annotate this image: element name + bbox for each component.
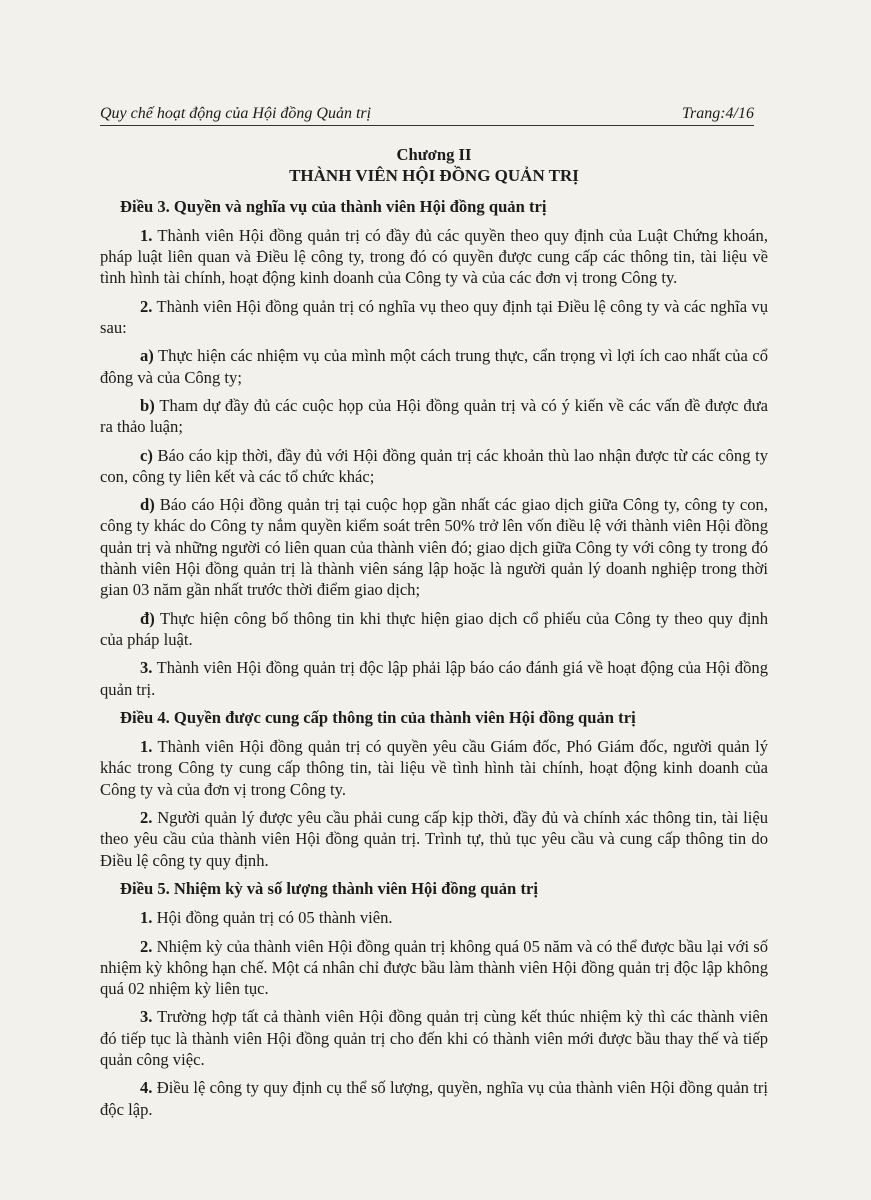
paragraph-text: Nhiệm kỳ của thành viên Hội đồng quản trị không quá 05 năm và có thể được bầu lại với số nhiệm kỳ không hạn chế. Một cá nhân chỉ được bầu làm thành viên Hội đồng quản trị độc lập không quá 02 nhiệm kỳ liên tục. (100, 936, 768, 999)
paragraph-text: Thành viên Hội đồng quản trị độc lập phải lập báo cáo đánh giá về hoạt động của Hội đồng quản trị. (100, 658, 768, 699)
paragraph (100, 445, 768, 488)
paragraph-number: 1. (140, 908, 153, 928)
paragraph (100, 225, 768, 289)
paragraph (100, 345, 768, 388)
paragraph-number: b) (140, 395, 155, 415)
article-heading: Điều 3. Quyền và nghĩa vụ của thành viên Hội đồng quản trị (120, 196, 547, 216)
paragraph-text: Tham dự đầy đủ các cuộc họp của Hội đồng quản trị và có ý kiến về các vấn đề được đưa ra thảo luận; (100, 395, 768, 437)
paragraph-number: a) (140, 346, 154, 366)
paragraph-text: Trường hợp tất cả thành viên Hội đồng quản trị cùng kết thúc nhiệm kỳ thì các thành viên đó tiếp tục là thành viên Hội đồng quản trị cho đến khi có thành viên mới được bầu thay thế và tiếp quản công việc. (100, 1007, 768, 1069)
paragraph (100, 608, 768, 651)
document-title: Quy chế hoạt động của Hội đồng Quản trị (100, 105, 372, 122)
page-number: Trang:4/16 (681, 105, 754, 122)
paragraph-number: 2. (140, 808, 153, 828)
paragraph-text: Hội đồng quản trị có 05 thành viên. (152, 908, 393, 928)
chapter-label: Chương II (396, 145, 472, 164)
document-body (100, 144, 768, 1127)
paragraph-number: 2. (140, 936, 153, 956)
paragraph-text: Báo cáo kịp thời, đầy đủ với Hội đồng quản trị các khoản thù lao nhận được từ các công ty con, công ty liên kết và các tổ chức khác; (100, 445, 768, 486)
paragraph (100, 1006, 768, 1070)
paragraph (100, 657, 768, 700)
paragraph-number: 2. (140, 296, 153, 316)
paragraph-text: Thành viên Hội đồng quản trị có quyền yêu cầu Giám đốc, Phó Giám đốc, người quản lý khác trong Công ty cung cấp thông tin, tài liệu về tình hình tài chính, hoạt động kinh doanh của Công ty và của đơn vị trong Công ty. (100, 737, 768, 799)
paragraph (100, 736, 768, 800)
chapter-title: THÀNH VIÊN HỘI ĐỒNG QUẢN TRỊ (289, 166, 579, 186)
paragraph-number: 4. (140, 1078, 153, 1098)
paragraph-number: d) (140, 495, 155, 515)
paragraph-number: đ) (140, 608, 155, 628)
paragraph (100, 1077, 768, 1120)
paragraph (100, 807, 768, 871)
paragraph-text: Báo cáo Hội đồng quản trị tại cuộc họp gần nhất các giao dịch giữa Công ty, công ty con, công ty khác do Công ty nắm quyền kiểm soát trên 50% trở lên vốn điều lệ với thành viên Hội đồng quản trị và những người có liên quan của thành viên đó; giao dịch giữa Công ty với công ty trong đó thành viên Hội đồng quản trị là thành viên sáng lập hoặc là người quản lý doanh nghiệp trong thời gian 03 năm gần nhất trước thời điểm giao dịch; (100, 495, 768, 600)
paragraph-number: 1. (140, 225, 153, 245)
paragraph (100, 296, 768, 339)
page-header (100, 104, 754, 126)
paragraph-number: 1. (140, 737, 153, 757)
paragraph-text: Thành viên Hội đồng quản trị có nghĩa vụ theo quy định tại Điều lệ công ty và các nghĩa vụ sau: (100, 296, 768, 338)
paragraph (100, 936, 768, 1000)
paragraph-number: 3. (140, 1007, 153, 1027)
paragraph-text: Điều lệ công ty quy định cụ thể số lượng, quyền, nghĩa vụ của thành viên Hội đồng quản trị độc lập. (100, 1078, 768, 1119)
paragraph (100, 395, 768, 438)
paragraph (100, 494, 768, 600)
paragraph-number: 3. (140, 658, 153, 678)
article-heading: Điều 5. Nhiệm kỳ và số lượng thành viên Hội đồng quản trị (120, 878, 538, 898)
article-heading: Điều 4. Quyền được cung cấp thông tin của thành viên Hội đồng quản trị (120, 707, 636, 727)
paragraph-text: Thực hiện công bố thông tin khi thực hiện giao dịch cổ phiếu của Công ty theo quy định của pháp luật. (100, 608, 768, 649)
paragraph-number: c) (140, 445, 153, 465)
paragraph-text: Người quản lý được yêu cầu phải cung cấp kịp thời, đầy đủ và chính xác thông tin, tài liệu theo yêu cầu của thành viên Hội đồng quản trị. Trình tự, thủ tục yêu cầu và cung cấp thông tin do Điều lệ công ty quy định. (100, 808, 768, 870)
paragraph-text: Thực hiện các nhiệm vụ của mình một cách trung thực, cẩn trọng vì lợi ích cao nhất của cổ đông và của Công ty; (100, 346, 768, 387)
paragraph (100, 907, 768, 928)
paragraph-text: Thành viên Hội đồng quản trị có đầy đủ các quyền theo quy định của Luật Chứng khoán, pháp luật liên quan và Điều lệ công ty, trong đó có quyền được cung cấp các thông tin, tài liệu về tình hình tài chính, hoạt động kinh doanh của Công ty và của các đơn vị trong Công ty. (100, 225, 768, 288)
